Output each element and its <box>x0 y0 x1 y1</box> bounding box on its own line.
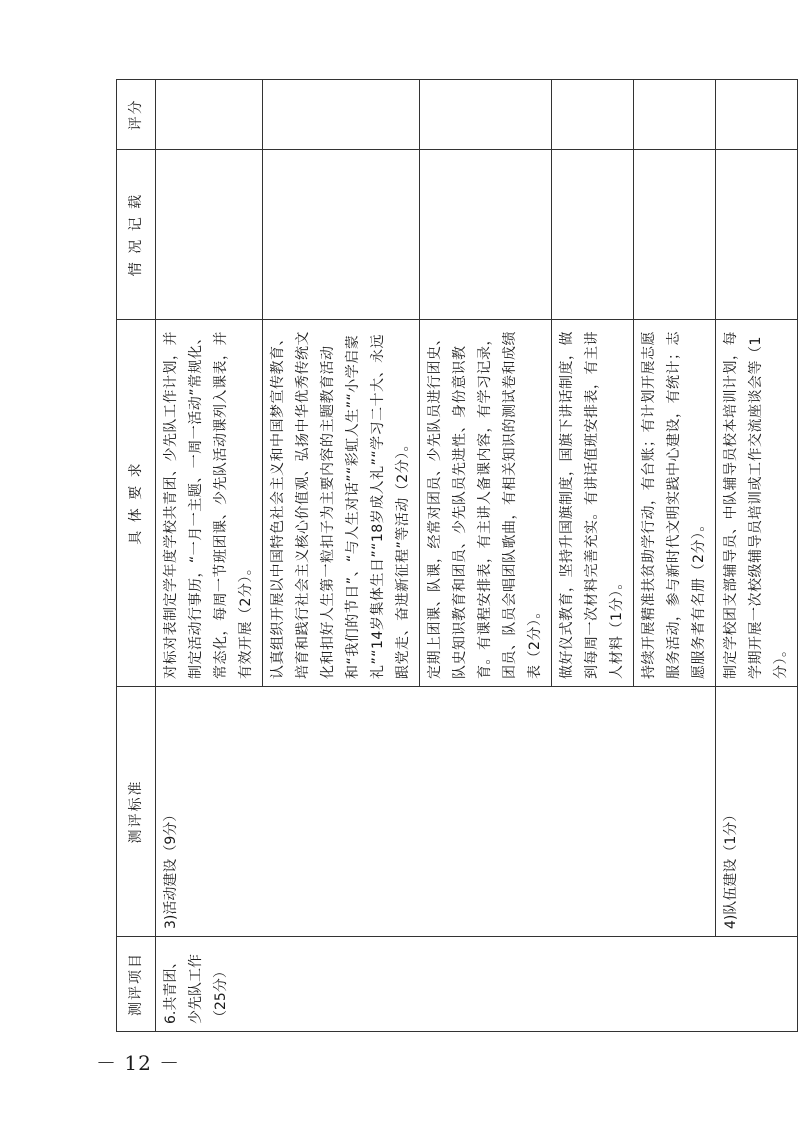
score-cell <box>634 80 716 150</box>
header-score: 评分 <box>117 80 156 150</box>
project-title: 6.共青团、少先队工作 <box>163 954 204 1024</box>
rotated-evaluation-table <box>116 80 789 1032</box>
record-cell <box>263 150 420 320</box>
record-cell <box>552 150 634 320</box>
requirement-cell: 持续开展精准扶贫助学行动，有台账；有计划开展志愿服务活动，参与新时代文明实践中心建设，有统计；志愿服务者有名册（2分）。 <box>634 320 716 687</box>
table-row <box>716 80 798 1032</box>
score-cell <box>552 80 634 150</box>
score-cell <box>156 80 263 150</box>
requirement-cell: 制定学校团支部辅导员、中队辅导员校本培训计划，每学期开展一次校级辅导员培训或工作交流座谈会等（1分）。 <box>716 320 798 687</box>
project-points: （25分） <box>213 964 229 1024</box>
record-cell <box>716 150 798 320</box>
record-cell <box>420 150 552 320</box>
project-cell <box>156 937 798 1032</box>
requirement-cell: 做好仪式教育，坚持升国旗制度，国旗下讲话制度，做到每周一次材料完善充实。有讲话值班安排表，有主讲人材料（1分）。 <box>552 320 634 687</box>
requirement-cell: 对标对表制定学年度学校共青团、少先队工作计划，并制定活动行事历，“一月一主题、一周一活动”常规化、常态化，每周一节班团课、少先队活动课列入课表，并有效开展（2分）。 <box>156 320 263 687</box>
evaluation-table <box>116 79 798 1032</box>
score-cell <box>263 80 420 150</box>
header-standard: 测评标准 <box>117 687 156 937</box>
standard-cell: 3)活动建设（9分） <box>156 687 716 937</box>
header-item: 测评项目 <box>117 937 156 1032</box>
score-cell <box>716 80 798 150</box>
record-cell <box>634 150 716 320</box>
table-header-row <box>117 80 156 1032</box>
record-cell <box>156 150 263 320</box>
score-cell <box>420 80 552 150</box>
standard-cell: 4)队伍建设（1分） <box>716 687 798 937</box>
header-record: 情 况 记 载 <box>117 150 156 320</box>
requirement-cell: 认真组织开展以中国特色社会主义和中国梦宣传教育、培育和践行社会主义核心价值观、弘扬中华优秀传统文化和扣好人生第一粒扣子为主要内容的主题教育活动和“我们的节日”、“与人生对话”“彩虹人生”“小学启蒙礼”“14岁集体生日”“18岁成人礼”“学习二十大、永远跟党走、奋进新征程”等活动（2分）。 <box>263 320 420 687</box>
header-requirements: 具 体 要 求 <box>117 320 156 687</box>
page-number: － 12 － <box>96 1051 181 1075</box>
table-row <box>156 80 263 1032</box>
requirement-cell: 定期上团课、队课，经常对团员、少先队员进行团史、队史知识教育和团员、少先队员先进性、身份意识教育。有课程安排表，有主讲人备课内容，有学习记录，团员、队员会唱团队歌曲，有相关知识的测试卷和成绩表（2分）。 <box>420 320 552 687</box>
